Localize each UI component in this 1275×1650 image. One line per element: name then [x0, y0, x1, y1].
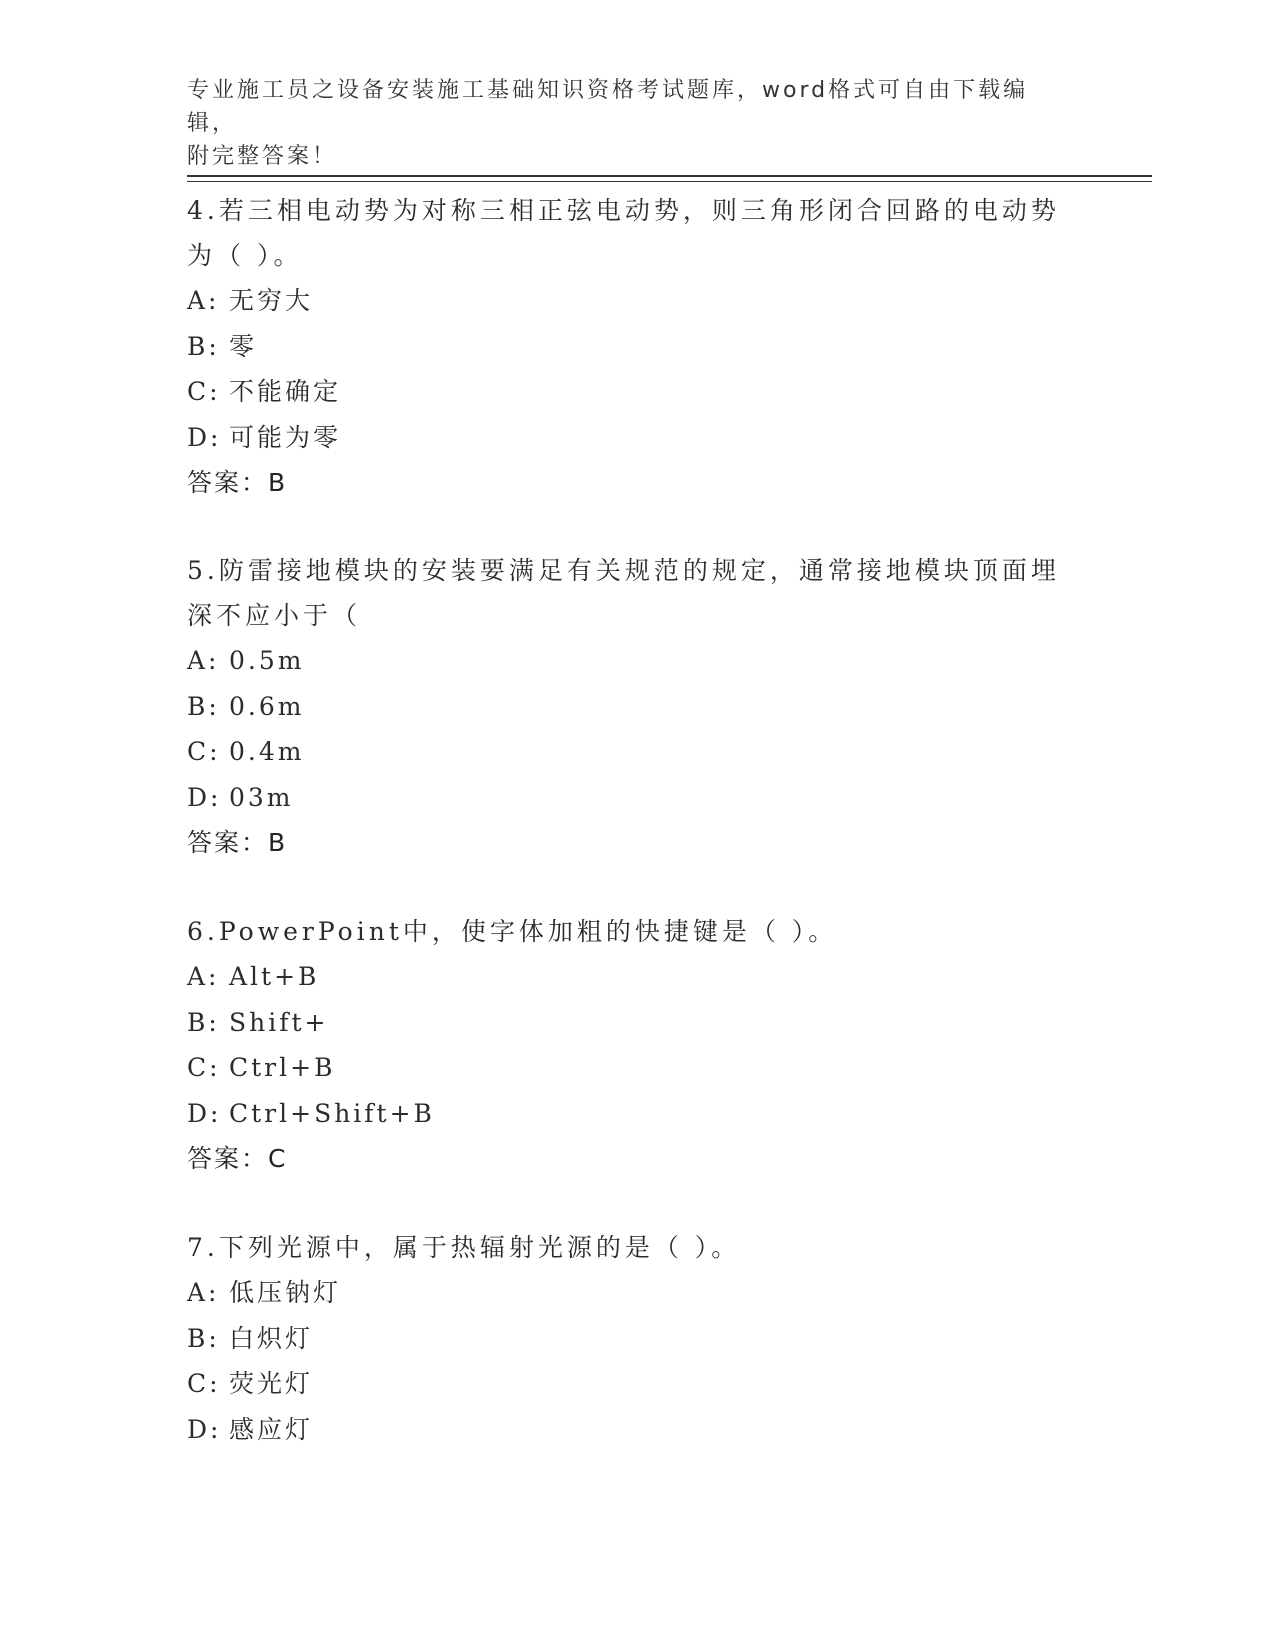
question-stem-line-1: 7.下列光源中，属于热辐射光源的是（ ）。	[187, 1233, 741, 1262]
option-text: 零	[229, 331, 258, 361]
answer: 答案：B	[187, 468, 288, 497]
option-letter: C:	[187, 1369, 221, 1398]
document-header	[187, 74, 1067, 173]
option-d	[187, 415, 1067, 461]
option-letter: A:	[187, 646, 220, 675]
header-divider-thin	[187, 181, 1152, 182]
option-text: Alt+B	[229, 962, 320, 991]
question-stem-line-1: 5.防雷接地模块的安装要满足有关规范的规定，通常接地模块顶面埋	[187, 556, 1060, 585]
option-text: 0.6m	[229, 691, 305, 721]
option-c	[187, 369, 1067, 415]
option-letter: D:	[187, 782, 222, 812]
option-text: 荧光灯	[229, 1369, 314, 1398]
option-letter: B:	[187, 691, 220, 721]
option-letter: B:	[187, 1007, 220, 1037]
option-b	[187, 1316, 1067, 1362]
option-letter: B:	[187, 1323, 220, 1353]
answer: 答案：B	[187, 828, 288, 857]
option-letter: C:	[187, 737, 221, 766]
option-d	[187, 1091, 1067, 1137]
question-4	[187, 188, 1067, 506]
option-text: 无穷大	[229, 286, 314, 315]
question-stem-line-2: 深不应小于（	[187, 601, 362, 630]
answer: 答案：C	[187, 1144, 288, 1173]
option-letter: C:	[187, 1053, 221, 1082]
option-c	[187, 729, 1067, 775]
option-a	[187, 954, 1067, 1000]
question-6	[187, 909, 1067, 1182]
option-letter: B:	[187, 331, 220, 361]
option-a	[187, 638, 1067, 684]
option-letter: D:	[187, 1414, 222, 1444]
option-letter: A:	[187, 1278, 220, 1307]
header-line-2: 附完整答案！	[187, 144, 338, 169]
option-text: 0.4m	[229, 737, 305, 766]
option-text: Ctrl+Shift+B	[229, 1098, 435, 1128]
question-stem-line-2: 为（ ）。	[187, 241, 303, 270]
option-text: 可能为零	[229, 422, 342, 452]
option-a	[187, 1270, 1067, 1316]
question-stem-line-1: 4.若三相电动势为对称三相正弦电动势，则三角形闭合回路的电动势	[187, 196, 1060, 225]
header-line-1: 专业施工员之设备安装施工基础知识资格考试题库，word格式可自由下载编辑，	[187, 78, 1029, 136]
question-stem-line-1: 6.PowerPoint中，使字体加粗的快捷键是（ ）。	[187, 917, 838, 946]
option-b	[187, 324, 1067, 370]
option-d	[187, 1407, 1067, 1453]
option-d	[187, 775, 1067, 821]
header-divider-thick	[187, 175, 1152, 177]
option-b	[187, 1000, 1067, 1046]
option-c	[187, 1045, 1067, 1091]
question-7	[187, 1225, 1067, 1452]
option-letter: C:	[187, 377, 221, 406]
option-text: 感应灯	[229, 1414, 314, 1444]
option-text: 低压钠灯	[229, 1278, 342, 1307]
option-letter: D:	[187, 1098, 222, 1128]
option-text: 03m	[229, 782, 294, 812]
option-letter: D:	[187, 422, 222, 452]
option-b	[187, 684, 1067, 730]
option-text: Ctrl+B	[229, 1053, 336, 1082]
option-letter: A:	[187, 962, 220, 991]
option-text: 0.5m	[229, 646, 305, 675]
option-text: 不能确定	[229, 377, 342, 406]
option-letter: A:	[187, 286, 220, 315]
option-text: Shift+	[229, 1007, 329, 1037]
option-c	[187, 1361, 1067, 1407]
option-a	[187, 278, 1067, 324]
question-5	[187, 548, 1067, 866]
option-text: 白炽灯	[229, 1323, 314, 1353]
